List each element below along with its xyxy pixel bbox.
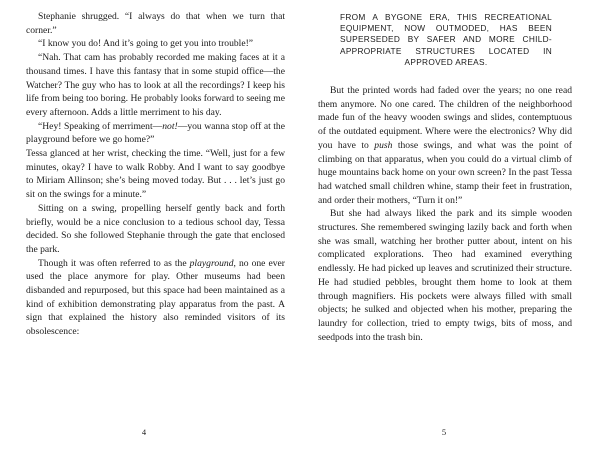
paragraph bbox=[318, 84, 572, 207]
page-number: 5 bbox=[441, 427, 447, 437]
paragraph: Sitting on a swing, propelling herself gently back and forth briefly, would be a nice conclusion to a tedious school day, Tessa decided. So she followed Stephanie through the gate that enclosed the park. bbox=[26, 202, 285, 255]
right-page bbox=[300, 0, 600, 460]
sign-text: FROM A BYGONE ERA, THIS RECREATIONAL EQUIPMENT, NOW OUTMODED, HAS BEEN SUPERSEDED BY SAFER AND MORE CHILD-APPROPRIATE STRUCTURES LOCATED IN APPROVED AREAS. bbox=[340, 12, 552, 67]
text-run: —you wanna stop off at the playground before we go home?” bbox=[26, 120, 285, 146]
paragraph: But she had always liked the park and its simple wooden structures. She remembered swinging lazily back and forth when she was small, watching her brother putter about, intent on his complicated explorations. Theo had examined everything endlessly. He had picked up leaves and scrutinized their structure. He had studied pebbles, brought them home to look at them through magnifiers. His pockets were always filled with small objects; he sulked and objected when his mother, preparing the laundry for collection, tried to empty twigs, bits of moss, and seedpods into the trash bin. bbox=[318, 208, 572, 343]
paragraph bbox=[26, 257, 285, 339]
paragraph: Tessa glanced at her wrist, checking the time. “Well, just for a few minutes, okay? I have to walk Robby. And I want to say goodbye to Miriam Allinson; she’s being moved today. But . . . let’s just go sit on the swings for a minute.” bbox=[26, 148, 285, 201]
text-run: But the printed words had faded over the years; no one read them anymore. No one cared. The children of the neighborhood made fun of the heavy wooden swings and slides, contemptuous of the outdated equipment. Where were the electronics? Why did you have to bbox=[318, 85, 572, 151]
text-run: “Hey! Speaking of merriment— bbox=[38, 120, 163, 132]
paragraph: “I know you do! And it’s going to get you into trouble!” bbox=[38, 38, 254, 50]
text-run: Though it was often referred to as the bbox=[38, 257, 190, 269]
paragraph: “Nah. That cam has probably recorded me making faces at it a thousand times. I have this fantasy that in some stupid office—the Watcher? The guy who has to look at all the recordings? I keep his life from being too boring. He probably looks forward to seeing me every afternoon. Adds a little merriment to his day. bbox=[26, 52, 285, 118]
page-number: 4 bbox=[141, 427, 147, 437]
paragraph bbox=[26, 120, 285, 147]
emphasis-text: not! bbox=[162, 120, 178, 132]
text-run: those swings, and what was the point of climbing on that apparatus, when you could do a virtual climb of huge mountains back home on your own screen? In the past Tessa had watched small children whine, stamp their feet in frustration, and order their mothers, “Turn it on!” bbox=[318, 139, 572, 206]
emphasis-text: playground bbox=[189, 257, 234, 269]
text-run: , no one ever used the place anymore for play. Other museums had been disbanded and repurposed, but this space had been maintained as a kind of exhibition demonstrating play apparatus from the past. A sign that explained the history also reminded visitors of its obsolescence: bbox=[26, 257, 285, 338]
paragraph: Stephanie shrugged. “I always do that when we turn that corner.” bbox=[26, 11, 285, 36]
emphasis-text: push bbox=[374, 139, 393, 151]
